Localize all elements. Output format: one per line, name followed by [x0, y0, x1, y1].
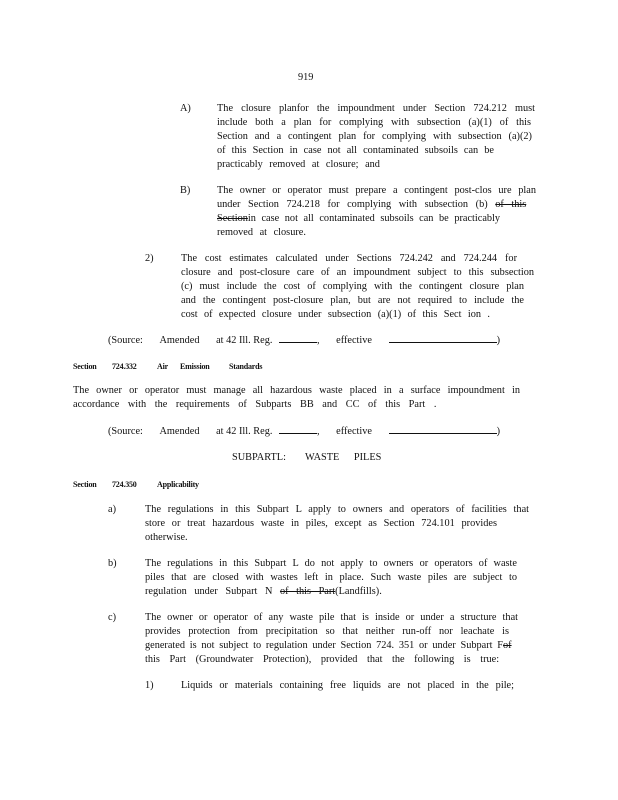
source-comma: ,: [317, 335, 320, 346]
source-effective: effective: [336, 335, 372, 346]
source-label: (Source:: [108, 335, 143, 346]
item-a-line: The regulations in this Subpart L apply to owners and operators of facilities that: [145, 504, 529, 515]
item-b-text: regulation under Subpart N: [145, 586, 273, 597]
item-b-label: b): [108, 558, 117, 569]
section-label: Section: [73, 480, 97, 489]
subpart-title: WASTE PILES: [305, 452, 382, 463]
item-a-line: include both a plan for complying with subsection (a)(1) of this: [217, 117, 531, 128]
struck-text: of this: [495, 199, 527, 210]
item-b-text: in case not all contaminated subsoils can be practicably: [247, 213, 501, 224]
source-label: (Source:: [108, 426, 143, 437]
item-a-label: A): [180, 103, 191, 114]
item-c-line: The owner or operator of any waste pile that is inside or under a structure that: [145, 612, 518, 623]
item-a-line: Section and a contingent plan for complying with subsection (a)(2): [217, 131, 532, 142]
item-b-line: The regulations in this Subpart L do not apply to owners or operators of waste: [145, 558, 517, 569]
item-c-line: this Part (Groundwater Protection), provided that the following is true:: [145, 654, 500, 665]
item-c1-line: Liquids or materials containing free liquids are not placed in the pile;: [181, 680, 514, 691]
source-amended: Amended: [159, 335, 200, 346]
item-a-line: otherwise.: [145, 532, 188, 543]
item-b-line: The owner or operator must prepare a contingent post-clos ure plan: [217, 185, 536, 196]
struck-text: of: [503, 640, 512, 651]
blank-line: [279, 333, 317, 343]
source-reg: at 42 Ill. Reg.: [216, 426, 273, 437]
item-c1-label: 1): [145, 680, 154, 691]
section-label: Section: [73, 362, 97, 371]
source-effective: effective: [336, 426, 372, 437]
section-title: Applicability: [157, 480, 199, 489]
item-b-label: B): [180, 185, 191, 196]
item-b-line: [217, 212, 500, 225]
source-amended: Amended: [159, 426, 200, 437]
section-body-line: accordance with the requirements of Subparts BB and CC of this Part .: [73, 399, 437, 410]
page-number: 919: [298, 72, 314, 83]
section-title-word: Air: [157, 362, 168, 371]
blank-line: [389, 424, 497, 434]
item-2-line: cost of expected closure under subsection (a)(1) of this Sect ion .: [181, 309, 490, 320]
section-body-line: The owner or operator must manage all hazardous waste placed in a surface impoundment in: [73, 385, 520, 396]
item-a-line: store or treat hazardous waste in piles, except as Section 724.101 provides: [145, 518, 497, 529]
item-2-line: closure and post-closure care of an impoundment subject to this subsection: [181, 267, 534, 278]
item-b-text: under Section 724.218 for complying with subsection (b): [217, 199, 488, 210]
source-comma: ,: [317, 426, 320, 437]
item-a-label: a): [108, 504, 116, 515]
blank-line: [279, 424, 317, 434]
source-reg: at 42 Ill. Reg.: [216, 335, 273, 346]
item-c-line: provides protection from precipitation so that neither run-off nor leachate is: [145, 626, 509, 637]
item-c-line: [145, 639, 521, 652]
item-2-line: The cost estimates calculated under Sections 724.242 and 724.244 for: [181, 253, 517, 264]
subpart-label: SUBPARTL:: [232, 452, 286, 463]
item-b-line: removed at closure.: [217, 227, 306, 238]
struck-text: of this Part: [279, 586, 336, 597]
source-close: ): [496, 426, 500, 437]
source-close: ): [496, 335, 500, 346]
item-b-text: (Landfills).: [335, 586, 382, 597]
section-title-word: Standards: [229, 362, 263, 371]
item-2-line: (c) must include the cost of complying with the contingent closure plan: [181, 281, 524, 292]
item-b-line: [217, 198, 537, 211]
item-b-line: piles that are closed with wastes left in place. Such waste piles are subject to: [145, 572, 517, 583]
item-2-line: and the contingent post-closure plan, but are not required to include the: [181, 295, 524, 306]
item-a-line: The closure planfor the impoundment under Section 724.212 must: [217, 103, 535, 114]
item-a-line: of this Section in case not all contaminated subsoils can be: [217, 145, 494, 156]
section-title-word: Emission: [180, 362, 210, 371]
source-note: [108, 333, 500, 347]
blank-line: [389, 333, 497, 343]
item-c-text: generated is not subject to regulation under Section 724. 351 or under Subpart F: [145, 640, 503, 651]
item-2-label: 2): [145, 253, 154, 264]
section-number: 724.350: [112, 480, 137, 489]
item-c-label: c): [108, 612, 116, 623]
source-note: [108, 424, 500, 438]
item-b-line: [145, 585, 382, 598]
item-a-line: practicably removed at closure; and: [217, 159, 380, 170]
struck-text: Section: [217, 213, 248, 224]
section-number: 724.332: [112, 362, 137, 371]
